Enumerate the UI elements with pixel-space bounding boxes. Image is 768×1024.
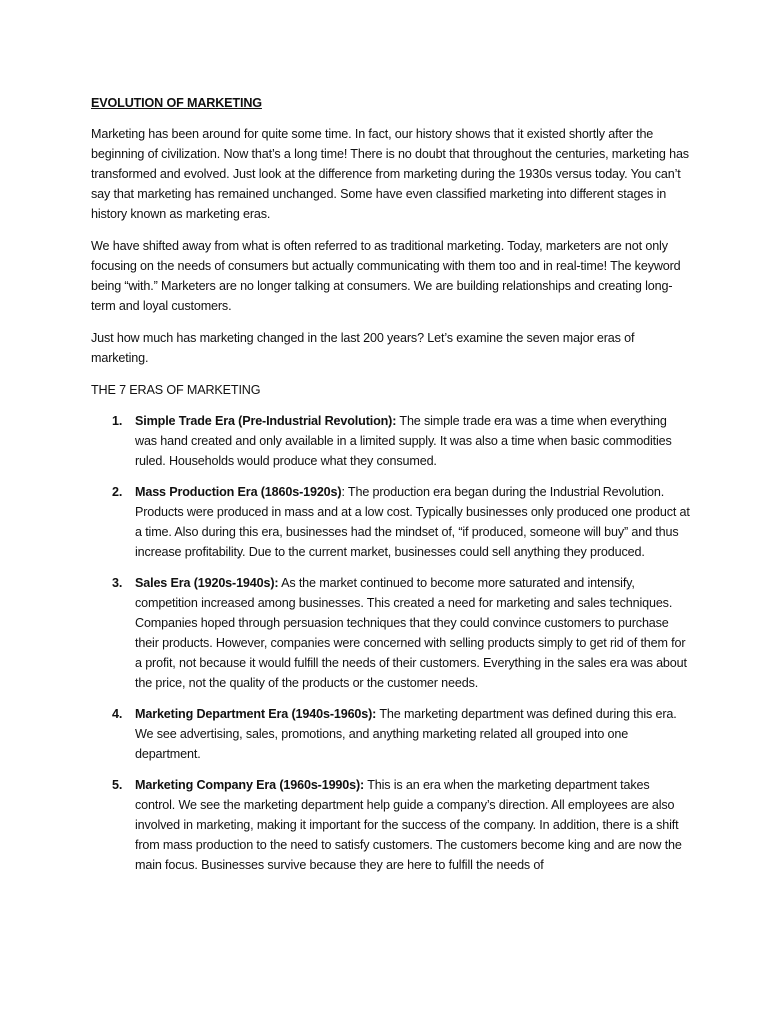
list-item-number: 3. (112, 576, 123, 590)
intro-paragraph-2: We have shifted away from what is often referred to as traditional marketing. Today, marketers are not only focusing on the needs of consumers but actually communicating with them too and in real-time! The keyword being “with.” Marketers are no longer talking at consumers. We are building relationships and creating long-term and loyal customers. (91, 239, 681, 313)
list-item (91, 482, 691, 562)
era-name: Marketing Company Era (1960s-1990s): (135, 778, 365, 792)
intro-paragraph-3: Just how much has marketing changed in the last 200 years? Let’s examine the seven major eras of marketing. (91, 331, 635, 365)
list-item-number: 4. (112, 707, 123, 721)
list-item (91, 704, 691, 764)
era-description: The simple trade era was a time when everything was hand created and only available in a limited supply. It was also a time when basic commodities ruled. Households would produce what they consumed. (135, 414, 672, 468)
era-name: Simple Trade Era (Pre-Industrial Revolution): (135, 414, 397, 428)
era-description: : The production era began during the Industrial Revolution. Products were produced in mass and at a low cost. Typically businesses only produced one product at a time. Also during this era, businesses had the mindset of, “if produced, someone will buy” and thus increase profitability. Due to the current market, businesses could sell anything they produced. (135, 485, 690, 559)
list-item (91, 775, 691, 875)
document-page (91, 93, 691, 886)
era-description: As the market continued to become more saturated and intensify, competition increased among businesses. This created a need for marketing and sales techniques. Companies hoped through persuasion techniques that they could convince customers to purchase their products. However, companies were concerned with selling products simply to get rid of them for a profit, not because it would fulfill the needs of their customers. Everything in the sales era was about the price, not the quality of the products or the customer needs. (135, 576, 687, 690)
era-description: The marketing department was defined during this era. We see advertising, sales, promotions, and anything marketing related all grouped into one department. (135, 707, 677, 761)
era-description: This is an era when the marketing department takes control. We see the marketing department help guide a company’s direction. All employees are also involved in marketing, making it important for the success of the company. In addition, there is a shift from mass production to the need to satisfy customers. The customers become king and are now the main focus. Businesses survive because they are here to fulfill the needs of (135, 778, 682, 872)
era-name: Mass Production Era (1860s-1920s) (135, 485, 342, 499)
list-item-number: 1. (112, 414, 123, 428)
list-item-number: 2. (112, 485, 123, 499)
section-heading: THE 7 ERAS OF MARKETING (91, 383, 261, 397)
intro-paragraph-1: Marketing has been around for quite some time. In fact, our history shows that it existed shortly after the beginning of civilization. Now that’s a long time! There is no doubt that throughout the centuries, marketing has transformed and evolved. Just look at the difference from marketing during the 1930s versus today. You can’t say that marketing has remained unchanged. Some have even classified marketing into different stages in history known as marketing eras. (91, 127, 689, 221)
era-name: Sales Era (1920s-1940s): (135, 576, 279, 590)
era-name: Marketing Department Era (1940s-1960s): (135, 707, 377, 721)
list-item (91, 411, 691, 471)
eras-list (91, 411, 691, 875)
list-item-number: 5. (112, 778, 123, 792)
list-item (91, 573, 691, 693)
document-title: EVOLUTION OF MARKETING (91, 96, 262, 110)
